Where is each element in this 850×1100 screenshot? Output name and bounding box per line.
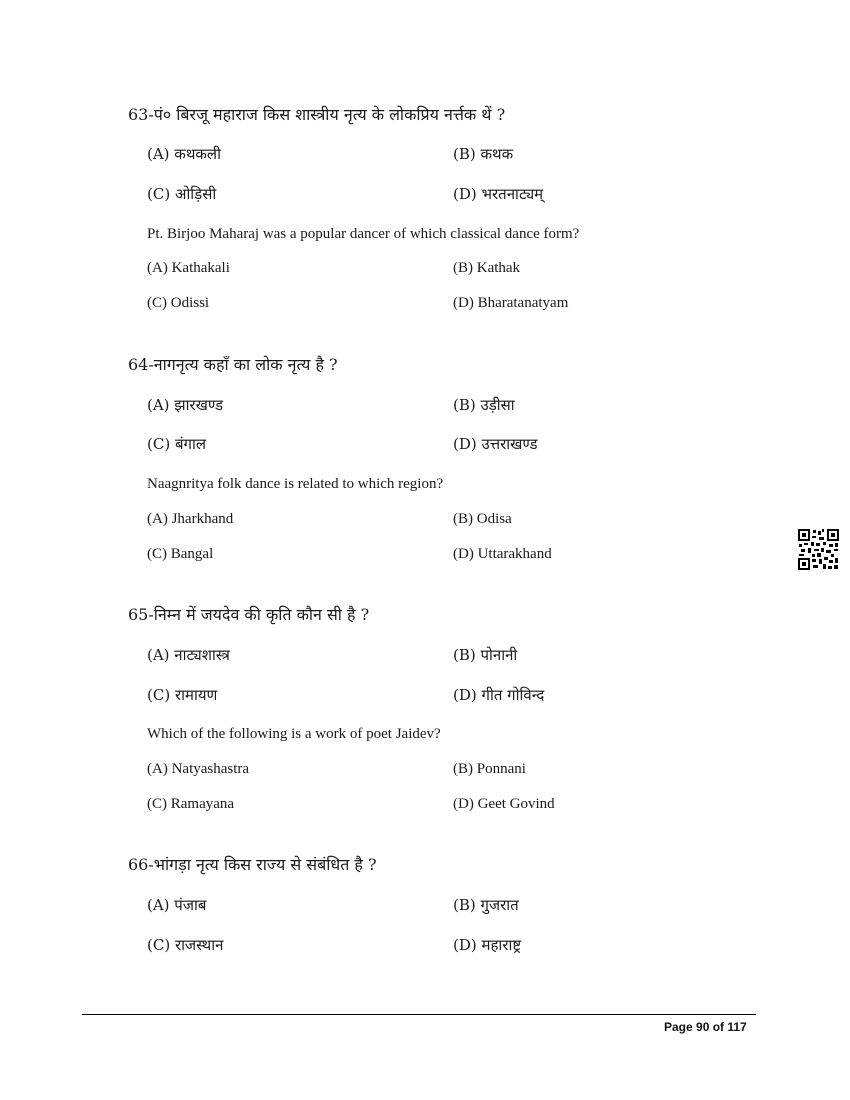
q66-hi-option-b: (B) गुजरात	[453, 896, 519, 914]
q65-hi-option-d: (D) गीत गोविन्द	[453, 686, 545, 704]
q64-en-option-d: (D) Uttarakhand	[453, 546, 552, 562]
q65-hi-option-c: (C) रामायण	[147, 686, 218, 704]
q64-en-option-c: (C) Bangal	[147, 546, 214, 562]
q64-hi-option-a: (A) झारखण्ड	[147, 396, 224, 414]
q63-hi-option-d: (D) भरतनाट्यम्	[453, 185, 544, 203]
q63-en-option-c: (C) Odissi	[147, 295, 210, 311]
q66-hi-option-a: (A) पंजाब	[147, 896, 207, 914]
q64-hi-option-d: (D) उत्तराखण्ड	[453, 435, 538, 453]
question-64-hindi: 64-नागनृत्य कहाँ का लोक नृत्य है ?	[128, 355, 338, 374]
footer-divider	[82, 1014, 756, 1015]
question-66-hindi: 66-भांगड़ा नृत्य किस राज्य से संबंधित है ?	[128, 855, 377, 874]
page-number: Page 90 of 117	[664, 1020, 747, 1034]
q63-hi-option-c: (C) ओड़िसी	[147, 185, 217, 203]
q65-hi-option-b: (B) पोनानी	[453, 646, 518, 664]
q63-en-option-b: (B) Kathak	[453, 260, 521, 276]
q65-en-option-d: (D) Geet Govind	[453, 796, 555, 812]
q65-hi-option-a: (A) नाट्यशास्त्र	[147, 646, 230, 664]
q63-en-option-d: (D) Bharatanatyam	[453, 295, 569, 311]
question-63-hindi: 63-पं० बिरजू महाराज किस शास्त्रीय नृत्य के लोकप्रिय नर्त्तक थें ?	[128, 105, 506, 124]
q63-hi-option-b: (B) कथक	[453, 145, 514, 163]
q64-en-option-a: (A) Jharkhand	[147, 511, 234, 527]
q65-en-option-b: (B) Ponnani	[453, 761, 526, 777]
q63-en-option-a: (A) Kathakali	[147, 260, 230, 276]
question-63-english: Pt. Birjoo Maharaj was a popular dancer of which classical dance form?	[147, 226, 580, 242]
q65-en-option-c: (C) Ramayana	[147, 796, 235, 812]
q64-en-option-b: (B) Odisa	[453, 511, 512, 527]
q64-hi-option-b: (B) उड़ीसा	[453, 396, 515, 414]
question-65-hindi: 65-निम्न में जयदेव की कृति कौन सी है ?	[128, 605, 370, 624]
q66-hi-option-c: (C) राजस्थान	[147, 936, 224, 954]
question-65-english: Which of the following is a work of poet Jaidev?	[147, 726, 441, 742]
qr-code-icon	[798, 529, 839, 570]
q63-hi-option-a: (A) कथकली	[147, 145, 221, 163]
q66-hi-option-d: (D) महाराष्ट्र	[453, 936, 522, 954]
q64-hi-option-c: (C) बंगाल	[147, 435, 207, 453]
q65-en-option-a: (A) Natyashastra	[147, 761, 250, 777]
question-64-english: Naagnritya folk dance is related to which region?	[147, 476, 444, 492]
